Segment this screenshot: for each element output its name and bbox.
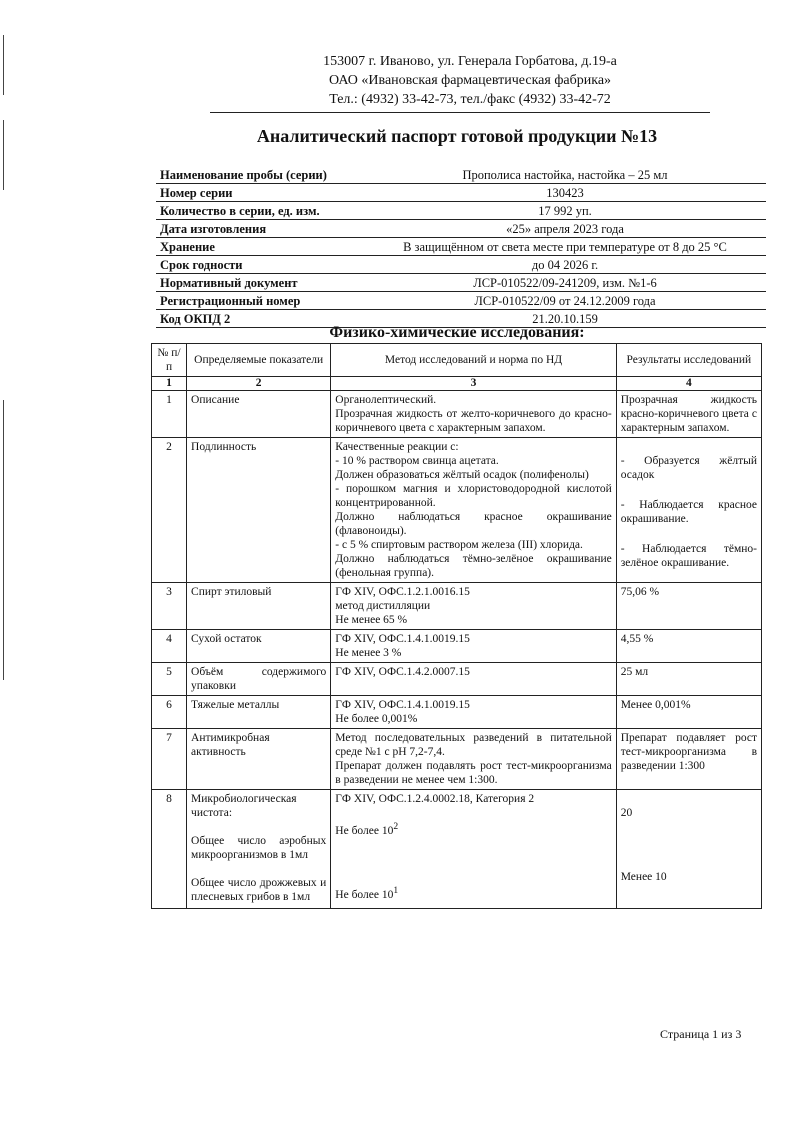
header-result: Результаты исследований xyxy=(616,344,761,377)
method-line: метод дистилляции xyxy=(335,600,431,612)
method-line: - с 5 % спиртовым раствором железа (III) хлорида. xyxy=(335,539,583,551)
info-row xyxy=(156,166,766,184)
indicator-cell xyxy=(187,583,331,630)
method-line: Должно наблюдаться тёмно-зелёное окрашивание (фенольная группа). xyxy=(335,553,612,579)
method-cell xyxy=(331,583,616,630)
indicator-name: Сухой остаток xyxy=(191,633,262,645)
method-line: ГФ XIV, ОФС.1.4.1.0019.15 xyxy=(335,699,470,711)
indicator-cell xyxy=(187,663,331,696)
indicator-name: Описание xyxy=(191,394,240,406)
info-value: В защищённом от света месте при температуре от 8 до 25 °С xyxy=(364,238,766,256)
row-number: 4 xyxy=(152,630,187,663)
method-cell xyxy=(331,391,616,438)
info-value: «25» апреля 2023 года xyxy=(364,220,766,238)
method-line: Не более 0,001% xyxy=(335,713,418,725)
table-row xyxy=(152,630,762,663)
norm-prefix: Не более 10 xyxy=(335,888,394,901)
method-line: Не менее 3 % xyxy=(335,647,402,659)
table-header-row xyxy=(152,344,762,377)
header-method: Метод исследований и норма по НД xyxy=(331,344,616,377)
scan-edge-line xyxy=(3,400,4,680)
table-row xyxy=(152,790,762,909)
row-number: 6 xyxy=(152,696,187,729)
result-line: Прозрачная жидкость красно-коричневого цвета с характерным запахом. xyxy=(620,394,757,434)
norm-exponent: 2 xyxy=(393,821,399,832)
page-number: Страница 1 из 3 xyxy=(660,1027,742,1041)
method-line: ГФ XIV, ОФС.1.2.4.0002.18, Категория 2 xyxy=(335,793,535,805)
indicator-name: Тяжелые металлы xyxy=(191,699,280,711)
header-rule xyxy=(210,112,710,113)
result-cell xyxy=(616,729,761,790)
column-number-row xyxy=(152,377,762,391)
method-cell xyxy=(331,663,616,696)
row-number: 2 xyxy=(152,438,187,583)
section-title: Физико-химические исследования: xyxy=(329,324,585,341)
sub-norm xyxy=(335,820,611,870)
info-key: Нормативный документ xyxy=(156,274,364,292)
results-table xyxy=(151,343,762,909)
table-row xyxy=(152,391,762,438)
indicator-cell xyxy=(187,391,331,438)
indicator-name: Микробиологическая чистота: xyxy=(191,793,297,819)
info-value: 17 992 уп. xyxy=(364,202,766,220)
scan-edge-line xyxy=(3,35,4,95)
indicator-cell xyxy=(187,630,331,663)
info-row xyxy=(156,256,766,274)
table-row xyxy=(152,663,762,696)
info-value: 130423 xyxy=(364,184,766,202)
method-line: Должно наблюдаться красное окрашивание (флавоноиды). xyxy=(335,511,612,537)
method-line: Не менее 65 % xyxy=(335,614,408,626)
info-row xyxy=(156,238,766,256)
sub-result: Менее 10 xyxy=(620,871,667,883)
sub-result: 20 xyxy=(620,807,633,819)
method-cell xyxy=(331,438,616,583)
sub-norm xyxy=(335,884,611,902)
info-key: Номер серии xyxy=(156,184,364,202)
method-line: - 10 % раствором свинца ацетата. xyxy=(335,455,499,467)
result-line: Препарат подавляет рост тест-микроорганизма в разведении 1:300 xyxy=(620,732,757,772)
header-company: ОАО «Ивановская фармацевтическая фабрика» xyxy=(328,73,612,88)
indicator-cell xyxy=(187,729,331,790)
indicator-cell xyxy=(187,790,331,909)
table-row xyxy=(152,729,762,790)
result-cell xyxy=(616,391,761,438)
info-table xyxy=(156,166,766,328)
info-key: Наименование пробы (серии) xyxy=(156,166,364,184)
info-value: Прополиса настойка, настойка – 25 мл xyxy=(364,166,766,184)
indicator-cell xyxy=(187,438,331,583)
method-cell xyxy=(331,729,616,790)
indicator-name: Объём содержимого упаковки xyxy=(191,666,327,692)
method-cell xyxy=(331,790,616,909)
col-number: 1 xyxy=(152,377,187,391)
header-phone: Тел.: (4932) 33-42-73, тел./факс (4932) 33-42-72 xyxy=(329,92,611,107)
info-row xyxy=(156,220,766,238)
header-address: 153007 г. Иваново, ул. Генерала Горбатова, д.19-а xyxy=(323,54,617,69)
method-line: ГФ XIV, ОФС.1.4.2.0007.15 xyxy=(335,666,470,678)
result-cell xyxy=(616,663,761,696)
result-cell xyxy=(616,790,761,909)
result-line: - Образуется жёлтый осадок xyxy=(620,455,757,481)
norm-prefix: Не более 10 xyxy=(335,824,394,837)
indicator-name: Антимикробная активность xyxy=(191,732,270,758)
col-number: 2 xyxy=(187,377,331,391)
table-row xyxy=(152,583,762,630)
info-key: Регистрационный номер xyxy=(156,292,364,310)
info-value: 21.20.10.159 xyxy=(364,310,766,328)
info-row xyxy=(156,184,766,202)
info-key: Код ОКПД 2 xyxy=(156,310,364,328)
result-cell xyxy=(616,696,761,729)
result-line: Менее 0,001% xyxy=(620,699,691,711)
result-cell xyxy=(616,630,761,663)
method-line: ГФ XIV, ОФС.1.4.1.0019.15 xyxy=(335,633,470,645)
indicator-name: Спирт этиловый xyxy=(191,586,272,598)
norm-exponent: 1 xyxy=(393,885,399,896)
col-number: 3 xyxy=(331,377,616,391)
result-line: 75,06 % xyxy=(620,586,660,598)
info-value: ЛСР-010522/09 от 24.12.2009 года xyxy=(364,292,766,310)
info-row xyxy=(156,292,766,310)
method-line: Органолептический. xyxy=(335,394,437,406)
result-cell xyxy=(616,583,761,630)
method-line: Препарат должен подавлять рост тест-микроорганизма в разведении не менее чем 1:300. xyxy=(335,760,612,786)
info-row xyxy=(156,274,766,292)
result-line: - Наблюдается тёмно-зелёное окрашивание. xyxy=(620,543,757,569)
result-cell xyxy=(616,438,761,583)
table-row xyxy=(152,438,762,583)
row-number: 7 xyxy=(152,729,187,790)
row-number: 3 xyxy=(152,583,187,630)
header-indicator: Определяемые показатели xyxy=(187,344,331,377)
method-cell xyxy=(331,696,616,729)
document-title: Аналитический паспорт готовой продукции №13 xyxy=(256,126,658,146)
info-key: Количество в серии, ед. изм. xyxy=(156,202,364,220)
info-key: Дата изготовления xyxy=(156,220,364,238)
row-number: 5 xyxy=(152,663,187,696)
info-value: ЛСР-010522/09-241209, изм. №1-6 xyxy=(364,274,766,292)
indicator-cell xyxy=(187,696,331,729)
method-line: Метод последовательных разведений в питательной среде №1 с рН 7,2-7,4. xyxy=(335,732,612,758)
method-line: Должен образоваться жёлтый осадок (полифенолы) xyxy=(335,469,589,481)
indicator-name: Подлинность xyxy=(191,441,257,453)
sub-indicator-name: Общее число аэробных микроорганизмов в 1мл xyxy=(191,835,327,861)
info-value: до 04 2026 г. xyxy=(364,256,766,274)
result-line: - Наблюдается красное окрашивание. xyxy=(620,499,757,525)
result-line: 25 мл xyxy=(620,666,649,678)
method-line: - порошком магния и хлористоводородной кислотой концентрированной. xyxy=(335,483,612,509)
method-line: Прозрачная жидкость от желто-коричневого до красно-коричневого цвета с характерным запахом. xyxy=(335,408,612,434)
info-row xyxy=(156,202,766,220)
info-key: Хранение xyxy=(156,238,364,256)
table-row xyxy=(152,696,762,729)
result-line: 4,55 % xyxy=(620,633,654,645)
header-num: № п/п xyxy=(152,344,187,377)
method-line: ГФ XIV, ОФС.1.2.1.0016.15 xyxy=(335,586,470,598)
row-number: 1 xyxy=(152,391,187,438)
method-cell xyxy=(331,630,616,663)
info-key: Срок годности xyxy=(156,256,364,274)
row-number: 8 xyxy=(152,790,187,909)
method-line: Качественные реакции с: xyxy=(335,441,459,453)
col-number: 4 xyxy=(616,377,761,391)
sub-indicator-name: Общее число дрожжевых и плесневых грибов в 1мл xyxy=(191,877,327,903)
